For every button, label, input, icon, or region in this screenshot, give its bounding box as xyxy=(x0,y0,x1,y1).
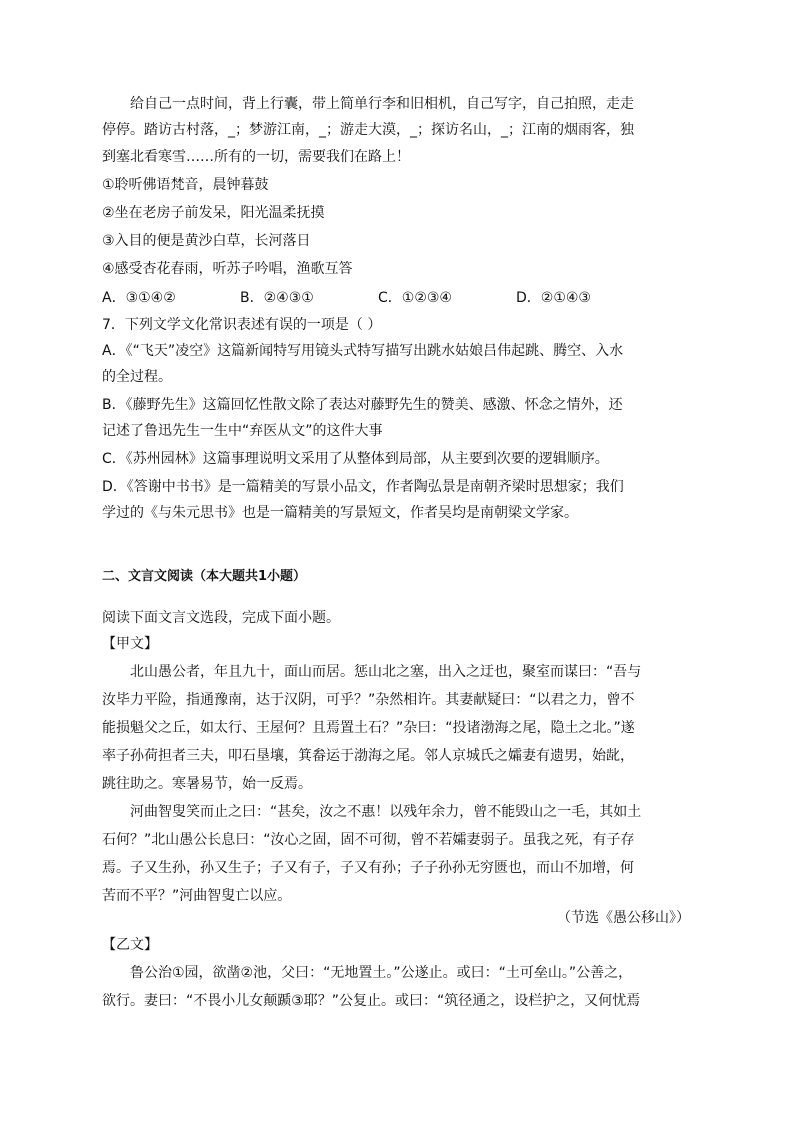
q6-choice-d[interactable]: D．②①④③ xyxy=(516,290,591,306)
jia-line-5: 跳往助之。寒暑易节，始一反焉。 xyxy=(102,776,312,792)
yi-line-1: 鲁公治①园，欲凿②池，父曰：“无地置土。”公遂止。或曰：“土可垒山。”公善之， xyxy=(130,965,633,981)
jia-line-6: 河曲智叟笑而止之曰：“甚矣，汝之不惠！以残年余力，曾不能毁山之一毛，其如土 xyxy=(130,804,642,820)
q6-choices xyxy=(102,285,591,311)
jia-line-3: 能损魁父之丘，如太行、王屋何？且焉置土石？”杂曰：“投诸渤海之尾，隐土之北。”遂 xyxy=(102,720,635,736)
section2-heading: 二、文言文阅读（本大题共1小题） xyxy=(102,569,307,584)
q7-option-c: C．《苏州园林》这篇事理说明文采用了从整体到局部，从主要到次要的逻辑顺序。 xyxy=(102,451,609,467)
q7-option-d: D．《答谢中书书》是一篇精美的写景小品文，作者陶弘景是南朝齐梁时思想家；我们 xyxy=(102,479,624,495)
q6-item-2: ②坐在老房子前发呆，阳光温柔抚摸 xyxy=(102,205,325,221)
q6-passage-line-3: 到塞北看寒雪……所有的一切，需要我们在路上！ xyxy=(102,149,410,165)
q7-option-d-cont: 学过的《与朱元思书》也是一篇精美的写景短文，作者吴均是南朝梁文学家。 xyxy=(102,505,578,521)
jia-label: 【甲文】 xyxy=(102,636,158,652)
q7-option-a-cont: 的全过程。 xyxy=(102,369,172,385)
section2-instruction: 阅读下面文言文选段，完成下面小题。 xyxy=(102,610,340,626)
q6-choice-a[interactable]: A．③①④② xyxy=(102,290,176,306)
q7-option-a: A．《“飞天”凌空》这篇新闻特写用镜头式特写描写出跳水姑娘吕伟起跳、腾空、入水 xyxy=(102,343,624,359)
q6-choice-c[interactable]: C．①②③④ xyxy=(378,290,452,306)
jia-line-7: 石何？”北山愚公长息曰：“汝心之固，固不可彻，曾不若孀妻弱子。虽我之死，有子存 xyxy=(102,832,635,848)
jia-line-8: 焉。子又生孙，孙又生子；子又有子，子又有孙；子子孙孙无穷匮也，而山不加增，何 xyxy=(102,860,634,876)
yi-label: 【乙文】 xyxy=(102,937,158,953)
q6-item-4: ④感受杏花春雨，听苏子吟唱，渔歌互答 xyxy=(102,261,353,277)
q6-passage-line-1: 给自己一点时间，背上行囊，带上简单行李和旧相机，自己写字，自己拍照，走走 xyxy=(130,96,634,112)
q6-passage-line-2: 停停。踏访古村落，_；梦游江南，_；游走大漠，_；探访名山，_；江南的烟雨客，独 xyxy=(102,122,634,138)
q6-item-3: ③入目的便是黄沙白草，长河落日 xyxy=(102,233,311,249)
jia-line-4: 率子孙荷担者三夫，叩石垦壤，箕畚运于渤海之尾。邻人京城氏之孀妻有遗男，始龀， xyxy=(102,748,634,764)
jia-line-9: 苦而不平？”河曲智叟亡以应。 xyxy=(102,888,292,904)
q7-stem: 7．下列文学文化常识表述有误的一项是（ ） xyxy=(102,317,382,333)
q6-item-1: ①聆听佛语梵音，晨钟暮鼓 xyxy=(102,177,269,193)
yi-line-2: 欲行。妻曰：“不畏小儿女颠踬③耶？”公复止。或曰：“筑径通之，设栏护之，又何忧焉 xyxy=(102,993,641,1009)
q7-option-b-cont: 记述了鲁迅先生一生中“弃医从文”的这件大事 xyxy=(102,423,383,439)
q6-choice-b[interactable]: B．②④③① xyxy=(240,290,314,306)
q7-option-b: B．《藤野先生》这篇回忆性散文除了表达对藤野先生的赞美、感激、怀念之情外，还 xyxy=(102,397,623,413)
jia-line-2: 汝毕力平险，指通豫南，达于汉阴，可乎？”杂然相许。其妻献疑曰：“以君之力，曾不 xyxy=(102,692,635,708)
jia-line-1: 北山愚公者，年且九十，面山而居。惩山北之塞，出入之迂也，聚室而谋曰：“吾与 xyxy=(130,664,642,680)
jia-source: （节选《愚公移山》） xyxy=(557,910,690,926)
